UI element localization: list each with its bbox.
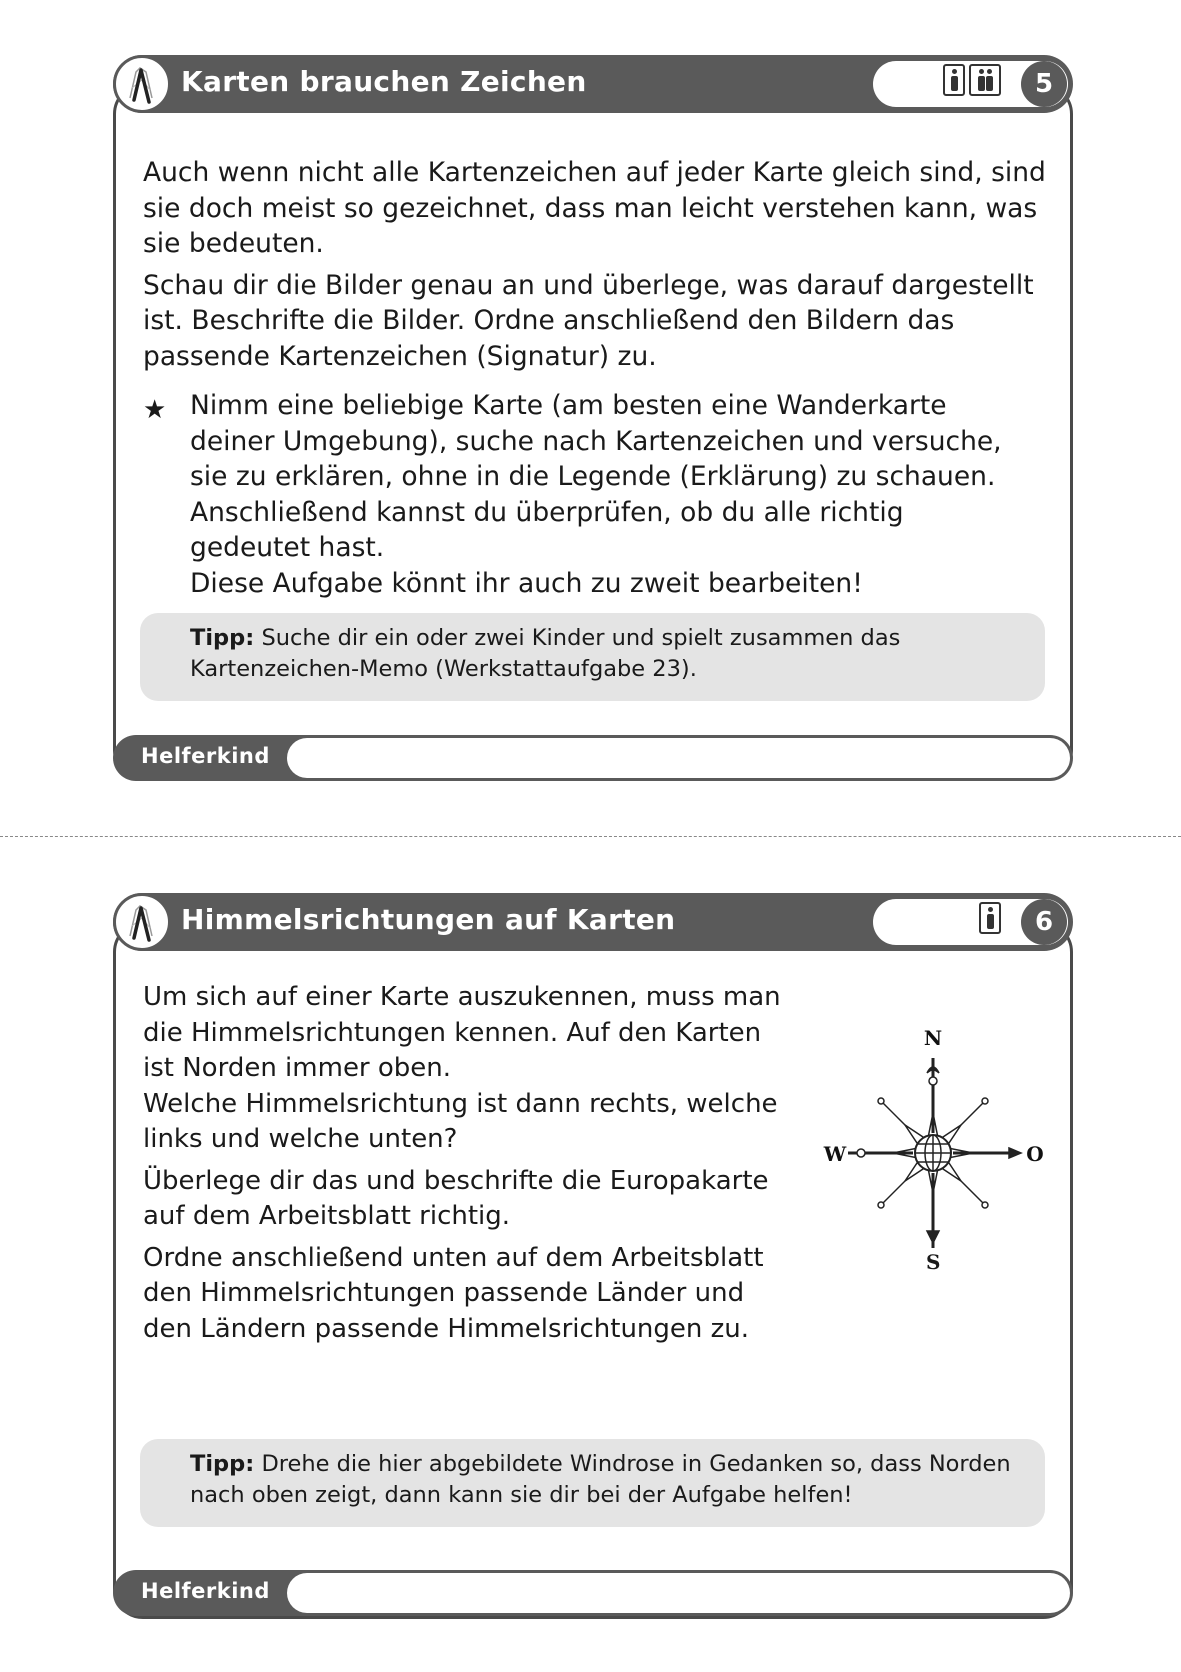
cut-line	[0, 836, 1181, 837]
two-persons-icon	[969, 64, 1001, 96]
card-header	[113, 55, 1073, 113]
card-header	[113, 893, 1073, 951]
paragraph: Auch wenn nicht alle Kartenzeichen auf jeder Karte gleich sind, sind sie doch meist so gezeichnet, dass man leicht verstehen kann, was sie bedeuten.	[143, 157, 1046, 259]
helper-label: Helferkind	[141, 744, 270, 768]
tipp-text: Suche dir ein oder zwei Kinder und spielt zusammen das Kartenzeichen-Memo (Werkstattaufgabe 23).	[190, 625, 901, 682]
tipp-label: Tipp:	[190, 625, 255, 651]
helper-name-field[interactable]	[287, 1573, 1070, 1613]
helper-footer	[113, 735, 1073, 781]
compass-north-label: N	[923, 1026, 943, 1050]
tipp-label: Tipp:	[190, 1451, 255, 1477]
tipp-box	[140, 613, 1045, 701]
compass-south-text: S	[926, 1250, 941, 1274]
paragraph: Ordne anschließend unten auf dem Arbeitsblatt den Himmelsrichtungen passende Länder und den Ländern passende Himmelsrichtungen zu.	[143, 1242, 764, 1344]
compass-west-label: W	[823, 1142, 847, 1166]
partner-work-icons	[943, 64, 1001, 96]
card-number: 5	[1021, 61, 1067, 107]
card-title: Himmelsrichtungen auf Karten	[181, 903, 676, 936]
card-title: Karten brauchen Zeichen	[181, 65, 587, 98]
paragraph: Überlege dir das und beschrifte die Europakarte auf dem Arbeitsblatt richtig.	[143, 1165, 769, 1231]
logo-icon	[113, 893, 171, 951]
helper-name-field[interactable]	[287, 738, 1070, 778]
card-text	[143, 980, 783, 1347]
tipp-box	[140, 1439, 1045, 1527]
tipp-text: Drehe die hier abgebildete Windrose in Gedanken so, dass Norden nach oben zeigt, dann kann sie dir bei der Aufgabe helfen!	[190, 1451, 1011, 1508]
single-work-icons	[979, 902, 1001, 934]
single-person-icon	[943, 64, 965, 96]
card-5	[113, 55, 1073, 780]
card-text	[143, 155, 1048, 374]
compass-rose-icon	[813, 1023, 1053, 1263]
single-person-icon	[979, 902, 1001, 934]
card-number: 6	[1021, 899, 1067, 945]
star-icon: ★	[143, 395, 167, 425]
helper-footer	[113, 1570, 1073, 1616]
star-task	[190, 388, 1030, 601]
compass-east-label: O	[1026, 1142, 1044, 1166]
star-task-note: Diese Aufgabe könnt ihr auch zu zweit bearbeiten!	[190, 567, 863, 599]
paragraph: Um sich auf einer Karte auszukennen, muss man die Himmelsrichtungen kennen. Auf den Karten ist Norden immer oben.	[143, 982, 781, 1083]
star-task-text: Nimm eine beliebige Karte (am besten eine Wanderkarte deiner Umgebung), suche nach Kartenzeichen und versuche, sie zu erklären, ohne in die Legende (Erklärung) zu schauen. Anschließend kannst du überprüfen, ob du alle richtig gedeutet hast.	[190, 390, 1002, 563]
helper-label: Helferkind	[141, 1579, 270, 1603]
paragraph: Schau dir die Bilder genau an und überlege, was darauf dargestellt ist. Beschrifte die Bilder. Ordne anschließend den Bildern das passende Kartenzeichen (Signatur) zu.	[143, 269, 1034, 372]
logo-icon	[113, 55, 171, 113]
card-6	[113, 893, 1073, 1619]
paragraph: Welche Himmelsrichtung ist dann rechts, welche links und welche unten?	[143, 1088, 778, 1154]
